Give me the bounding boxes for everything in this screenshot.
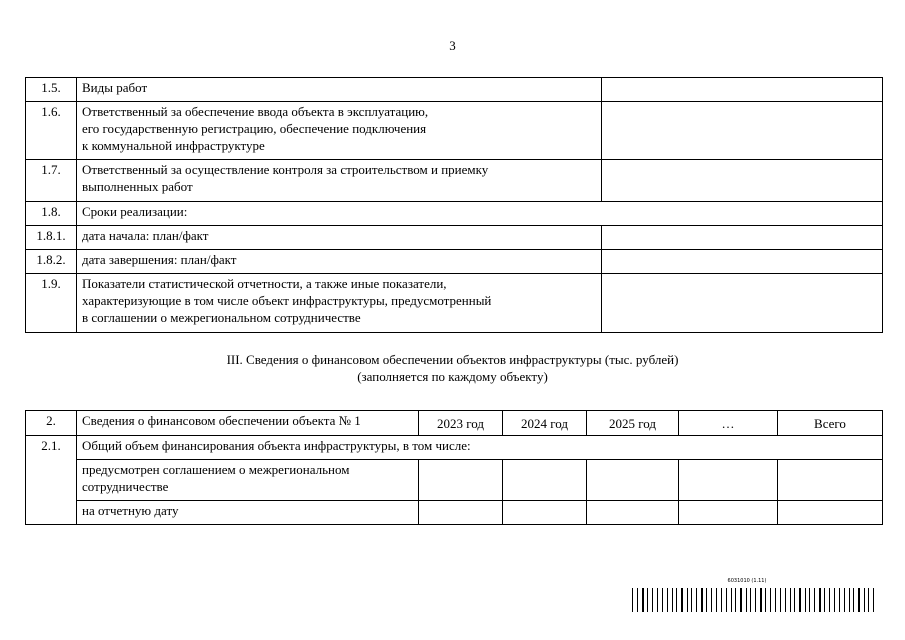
row-label: Общий объем финансирования объекта инфраструктуры, в том числе: <box>77 436 883 460</box>
table-header-row <box>26 411 883 436</box>
row-number: 1.8.1. <box>26 226 77 250</box>
row-number: 1.8.2. <box>26 250 77 274</box>
value-cell <box>679 460 778 501</box>
row-value-cell <box>602 160 883 202</box>
row-number: 1.7. <box>26 160 77 202</box>
row-label: Ответственный за обеспечение ввода объекта в эксплуатацию, его государственную регистрацию, обеспечение подключения к коммунальной инфраструктуре <box>77 102 602 160</box>
row-label: Показатели статистической отчетности, а также иные показатели, характеризующие в том числе объект инфраструктуры, предусмотренный в соглашении о межрегиональном сотрудничестве <box>77 274 602 333</box>
value-cell <box>778 460 883 501</box>
value-cell <box>587 460 679 501</box>
row-label: Ответственный за осуществление контроля за строительством и приемку выполненных работ <box>77 160 602 202</box>
row-number: 1.9. <box>26 274 77 333</box>
value-cell <box>503 501 587 525</box>
row-label: дата завершения: план/факт <box>77 250 602 274</box>
header-total: Всего <box>778 411 883 436</box>
object-details-table <box>25 77 883 333</box>
row-number: 1.6. <box>26 102 77 160</box>
value-cell <box>503 460 587 501</box>
row-number: 1.8. <box>26 202 77 226</box>
row-value-cell <box>602 250 883 274</box>
section-title: III. Сведения о финансовом обеспечении объектов инфраструктуры (тыс. рублей) <box>226 352 679 367</box>
header-year-2025: 2025 год <box>587 411 679 436</box>
row-value-cell <box>602 102 883 160</box>
row-label: на отчетную дату <box>77 501 419 525</box>
value-cell <box>419 460 503 501</box>
row-label: Виды работ <box>77 78 602 102</box>
value-cell <box>587 501 679 525</box>
row-value-cell <box>602 274 883 333</box>
row-label: предусмотрен соглашением о межрегиональном сотрудничестве <box>77 460 419 501</box>
value-cell <box>419 501 503 525</box>
header-year-2024: 2024 год <box>503 411 587 436</box>
header-number: 2. <box>26 411 77 436</box>
table-row <box>26 250 883 274</box>
table-row <box>26 78 883 102</box>
table-row <box>26 460 883 501</box>
table-row <box>26 102 883 160</box>
value-cell <box>778 501 883 525</box>
header-label: Сведения о финансовом обеспечении объекта № 1 <box>77 411 419 436</box>
table-row <box>26 274 883 333</box>
table-row <box>26 226 883 250</box>
table-row <box>26 160 883 202</box>
row-value-cell <box>602 78 883 102</box>
section-subtitle: (заполняется по каждому объекту) <box>357 369 548 384</box>
row-value-cell <box>602 226 883 250</box>
row-label: дата начала: план/факт <box>77 226 602 250</box>
section-heading <box>0 351 905 385</box>
table-row <box>26 436 883 460</box>
page-number: 3 <box>449 38 456 53</box>
table-row <box>26 202 883 226</box>
financing-table <box>25 410 883 525</box>
barcode-code: 6031010 (1.11) <box>727 578 767 584</box>
row-number: 1.5. <box>26 78 77 102</box>
header-ellipsis: … <box>679 411 778 436</box>
value-cell <box>679 501 778 525</box>
row-number: 2.1. <box>26 436 77 525</box>
table-row <box>26 501 883 525</box>
barcode-icon <box>632 588 882 612</box>
row-label: Сроки реализации: <box>77 202 883 226</box>
header-year-2023: 2023 год <box>419 411 503 436</box>
